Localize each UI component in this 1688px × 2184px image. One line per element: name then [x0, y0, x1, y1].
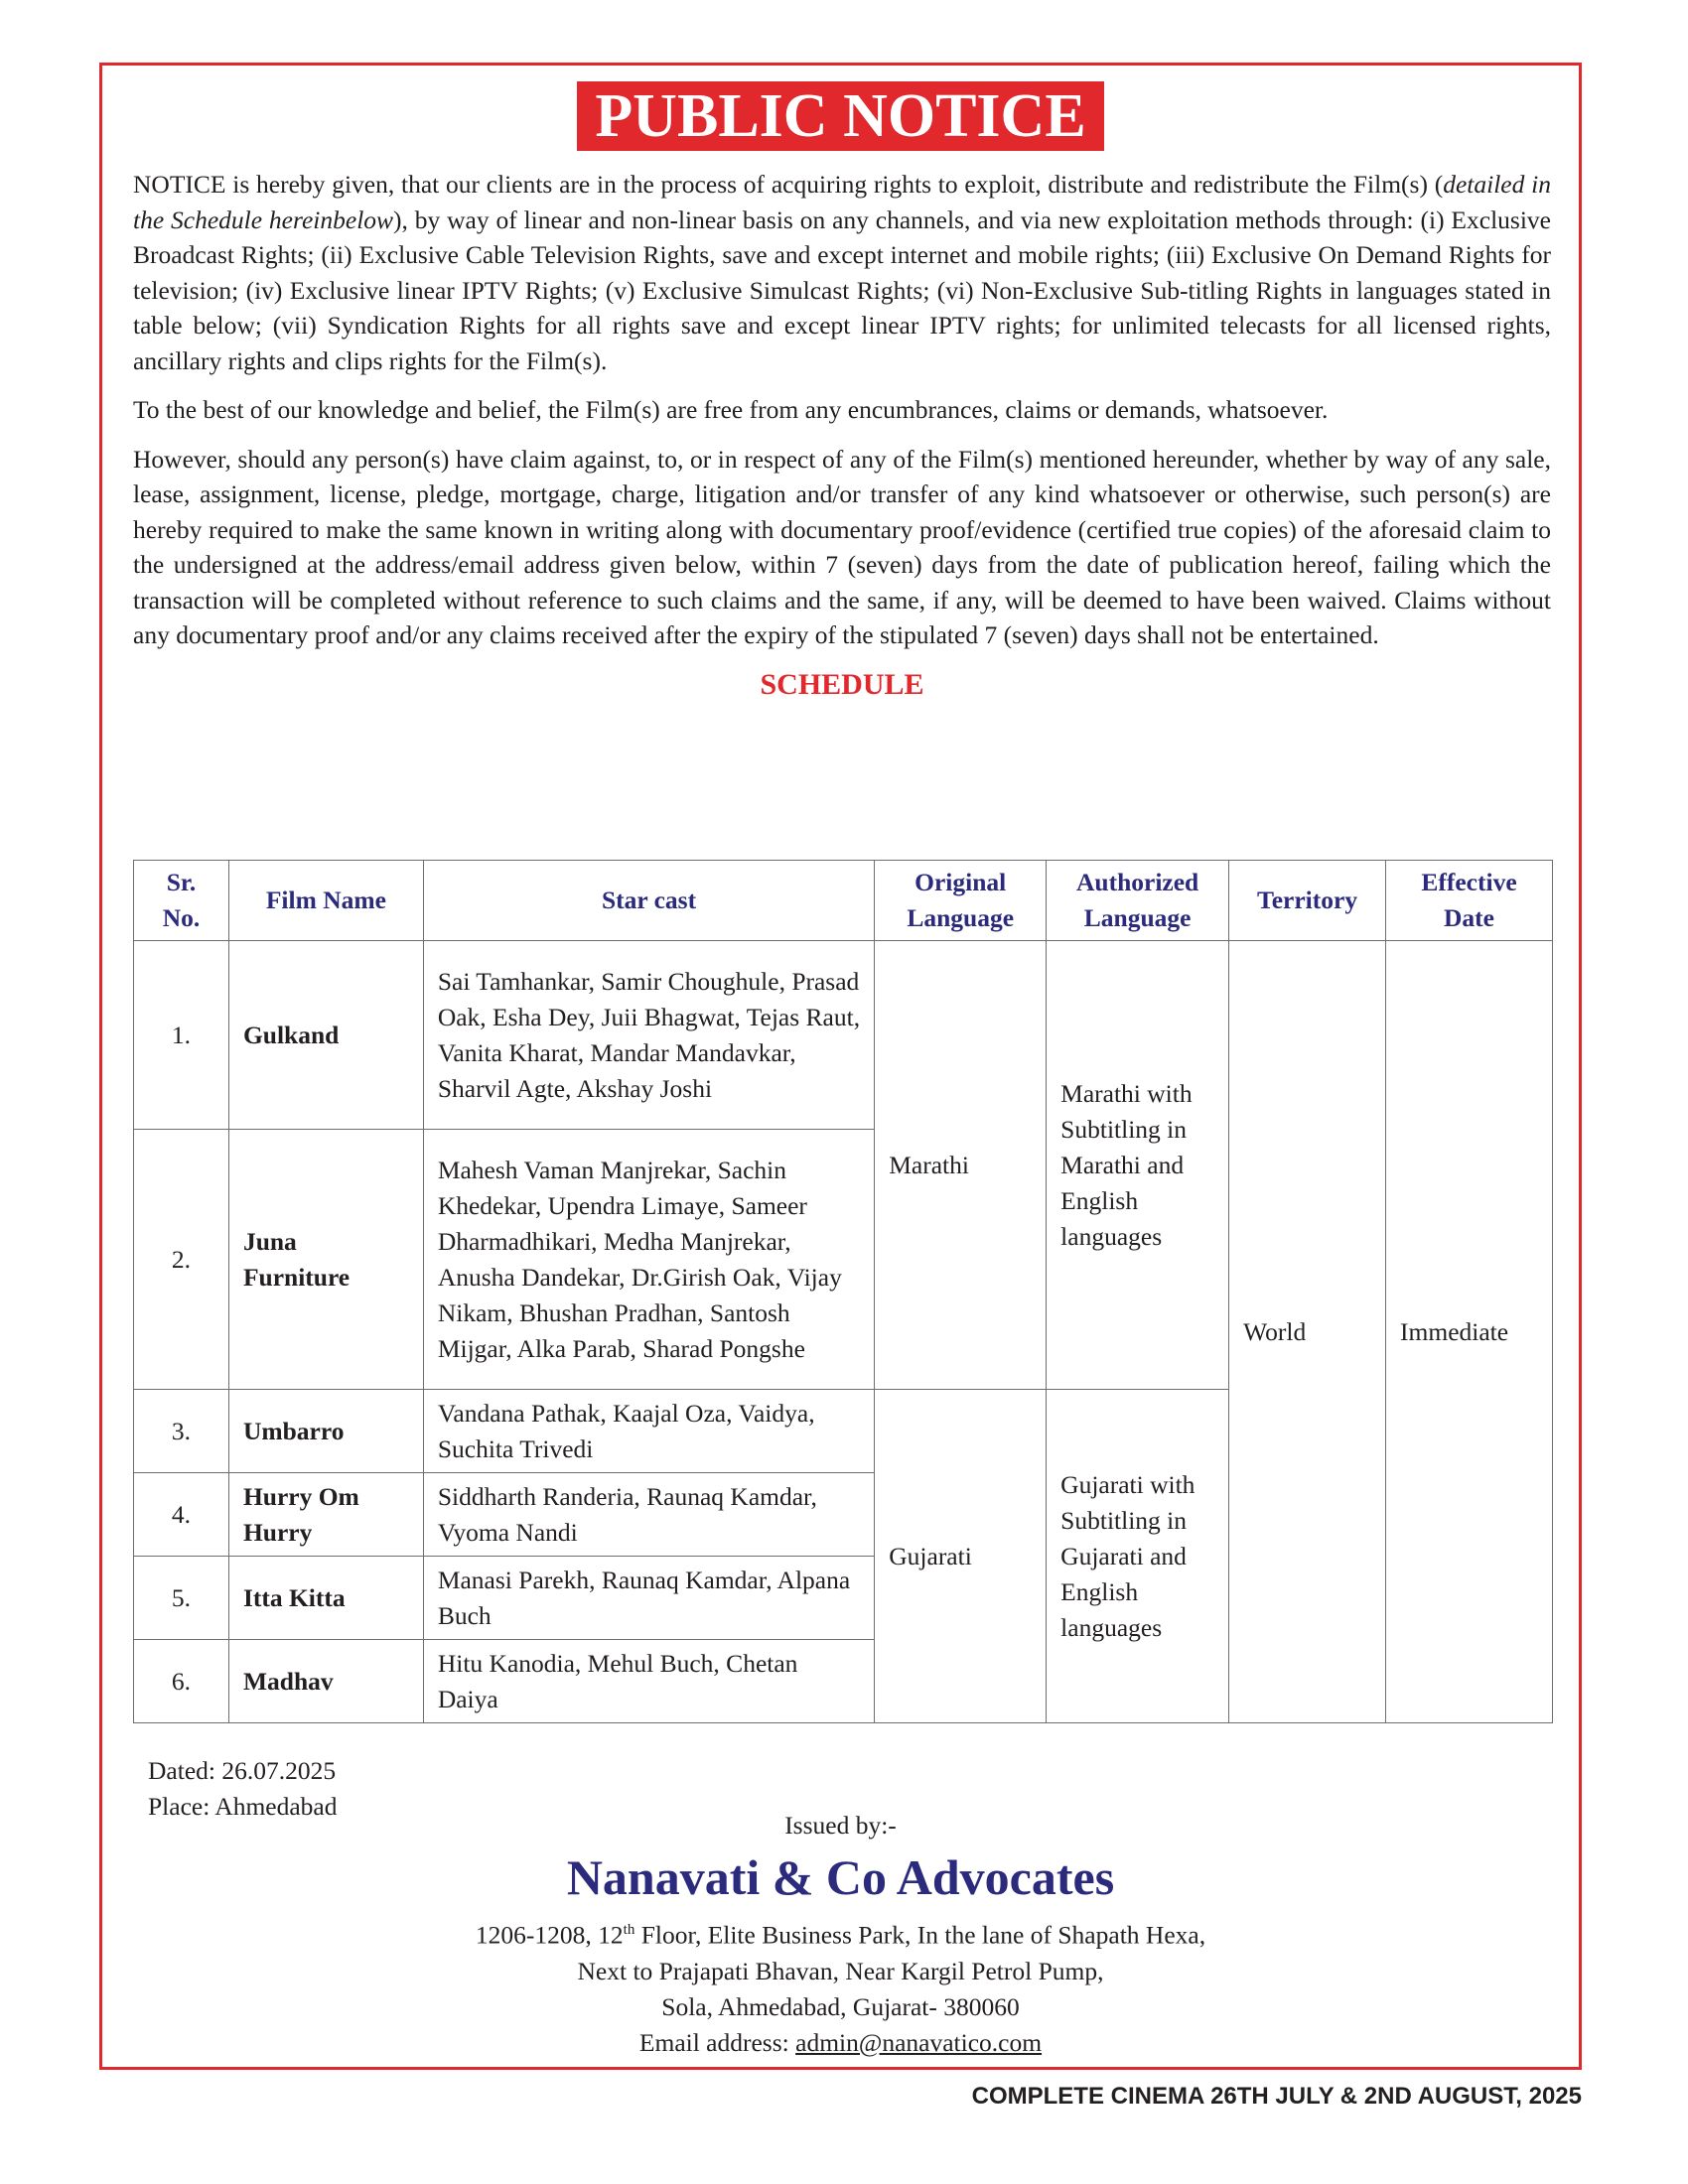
row-cast: Hitu Kanodia, Mehul Buch, Chetan Daiya	[423, 1640, 874, 1723]
notice-border	[99, 63, 1582, 2070]
issued-by: Issued by:-	[784, 1811, 897, 1840]
paragraph-rights-part: NOTICE is hereby given, that our clients are in the process of acquiring rights to exploit, distribute and redistribute the Film(s) (	[133, 170, 1444, 199]
effective-date-value: Immediate	[1386, 941, 1553, 1723]
address-line-3: Sola, Ahmedabad, Gujarat- 380060	[661, 1991, 1020, 2021]
firm-address	[102, 1912, 1579, 2061]
schedule-heading: SCHEDULE	[760, 667, 924, 701]
row-sr: 1.	[134, 941, 229, 1130]
row-cast: Mahesh Vaman Manjrekar, Sachin Khedekar, Upendra Limaye, Sameer Dharmadhikari, Medha Manjrekar, Anusha Dandekar, Dr.Girish Oak, Vijay Nikam, Bhushan Pradhan, Santosh Mijgar, Alka Parab, Sharad Pongshe	[423, 1130, 874, 1390]
header-original-language: Original Language	[875, 861, 1047, 941]
row-film: Itta Kitta	[228, 1557, 423, 1640]
header-authorized-language: Authorized Language	[1047, 861, 1229, 941]
paragraph-claims: However, should any person(s) have claim against, to, or in respect of any of the Film(s) mentioned hereunder, whether by way of any sale, lease, assignment, license, pledge, mortgage, charge, litigation and/or transfer of any kind whatsoever or otherwise, such person(s) are hereby required to make the same known in writing along with documentary proof/evidence (certified true copies) of the aforesaid claim to the undersigned at the address/email address given below, within 7 (seven) days from the date of publication hereof, failing which the transaction will be completed without reference to such claims and the same, if any, will be deemed to have been waived. Claims without any documentary proof and/or any claims received after the expiry of the stipulated 7 (seven) days shall not be entertained.	[133, 444, 1551, 649]
row-sr: 6.	[134, 1640, 229, 1723]
notice-title: PUBLIC NOTICE	[577, 81, 1103, 151]
address-line-1: 1206-1208, 12th Floor, Elite Business Park, In the lane of Shapath Hexa,	[475, 1920, 1206, 1950]
row-sr: 5.	[134, 1557, 229, 1640]
notice-body	[133, 167, 1551, 703]
row-sr: 4.	[134, 1473, 229, 1557]
firm-name: Nanavati & Co Advocates	[566, 1849, 1115, 1905]
email-line	[102, 2025, 1579, 2061]
place: Place: Ahmedabad	[148, 1792, 338, 1821]
territory-value: World	[1229, 941, 1386, 1723]
row-film: Madhav	[228, 1640, 423, 1723]
row-cast: Vandana Pathak, Kaajal Oza, Vaidya, Suchita Trivedi	[423, 1390, 874, 1473]
header-film-name: Film Name	[228, 861, 423, 941]
paragraph-rights-italic: detailed in the Schedule hereinbelow	[133, 170, 1551, 234]
address-line-2: Next to Prajapati Bhavan, Near Kargil Petrol Pump,	[577, 1956, 1104, 1985]
header-sr-no: Sr. No.	[134, 861, 229, 941]
original-language-gujarati: Gujarati	[875, 1390, 1047, 1723]
authorized-language-gujarati: Gujarati with Subtitling in Gujarati and English languages	[1047, 1390, 1229, 1723]
row-sr: 3.	[134, 1390, 229, 1473]
original-language-marathi: Marathi	[875, 941, 1047, 1390]
row-film: Umbarro	[228, 1390, 423, 1473]
paragraph-rights	[133, 167, 1551, 378]
schedule-table	[133, 860, 1553, 1723]
row-film: Juna Furniture	[228, 1130, 423, 1390]
row-cast: Siddharth Randeria, Raunaq Kamdar, Vyoma Nandi	[423, 1473, 874, 1557]
authorized-language-marathi: Marathi with Subtitling in Marathi and English languages	[1047, 941, 1229, 1390]
row-cast: Manasi Parekh, Raunaq Kamdar, Alpana Buch	[423, 1557, 874, 1640]
email-link[interactable]: admin@nanavatico.com	[795, 2027, 1043, 2057]
row-sr: 2.	[134, 1130, 229, 1390]
dated: Dated: 26.07.2025	[148, 1756, 337, 1785]
table-header-row	[134, 861, 1553, 941]
row-film: Hurry Om Hurry	[228, 1473, 423, 1557]
publication-line: COMPLETE CINEMA 26TH JULY & 2ND AUGUST, 2025	[971, 2083, 1582, 2110]
paragraph-encumbrances: To the best of our knowledge and belief, the Film(s) are free from any encumbrances, claims or demands, whatsoever.	[133, 395, 1329, 424]
email-label: Email address:	[638, 2027, 796, 2057]
header-effective-date: Effective Date	[1386, 861, 1553, 941]
table-row	[134, 941, 1553, 1130]
header-star-cast: Star cast	[423, 861, 874, 941]
row-film: Gulkand	[228, 941, 423, 1130]
paragraph-rights-part: ), by way of linear and non-linear basis on any channels, and via new exploitation methods through: (i) Exclusive Broadcast Rights; (ii) Exclusive Cable Television Rights, save and except internet and mobile rights; (iii) Exclusive On Demand Rights for television; (iv) Exclusive linear IPTV Rights; (v) Exclusive Simulcast Rights; (vi) Non-Exclusive Sub-titling Rights in languages stated in table below; (vii) Syndication Rights for all rights save and except linear IPTV rights; for unlimited telecasts for all licensed rights, ancillary rights and clips rights for the Film(s).	[133, 205, 1551, 375]
header-territory: Territory	[1229, 861, 1386, 941]
row-cast: Sai Tamhankar, Samir Choughule, Prasad Oak, Esha Dey, Juii Bhagwat, Tejas Raut, Vanita Kharat, Mandar Mandavkar, Sharvil Agte, Akshay Joshi	[423, 941, 874, 1130]
